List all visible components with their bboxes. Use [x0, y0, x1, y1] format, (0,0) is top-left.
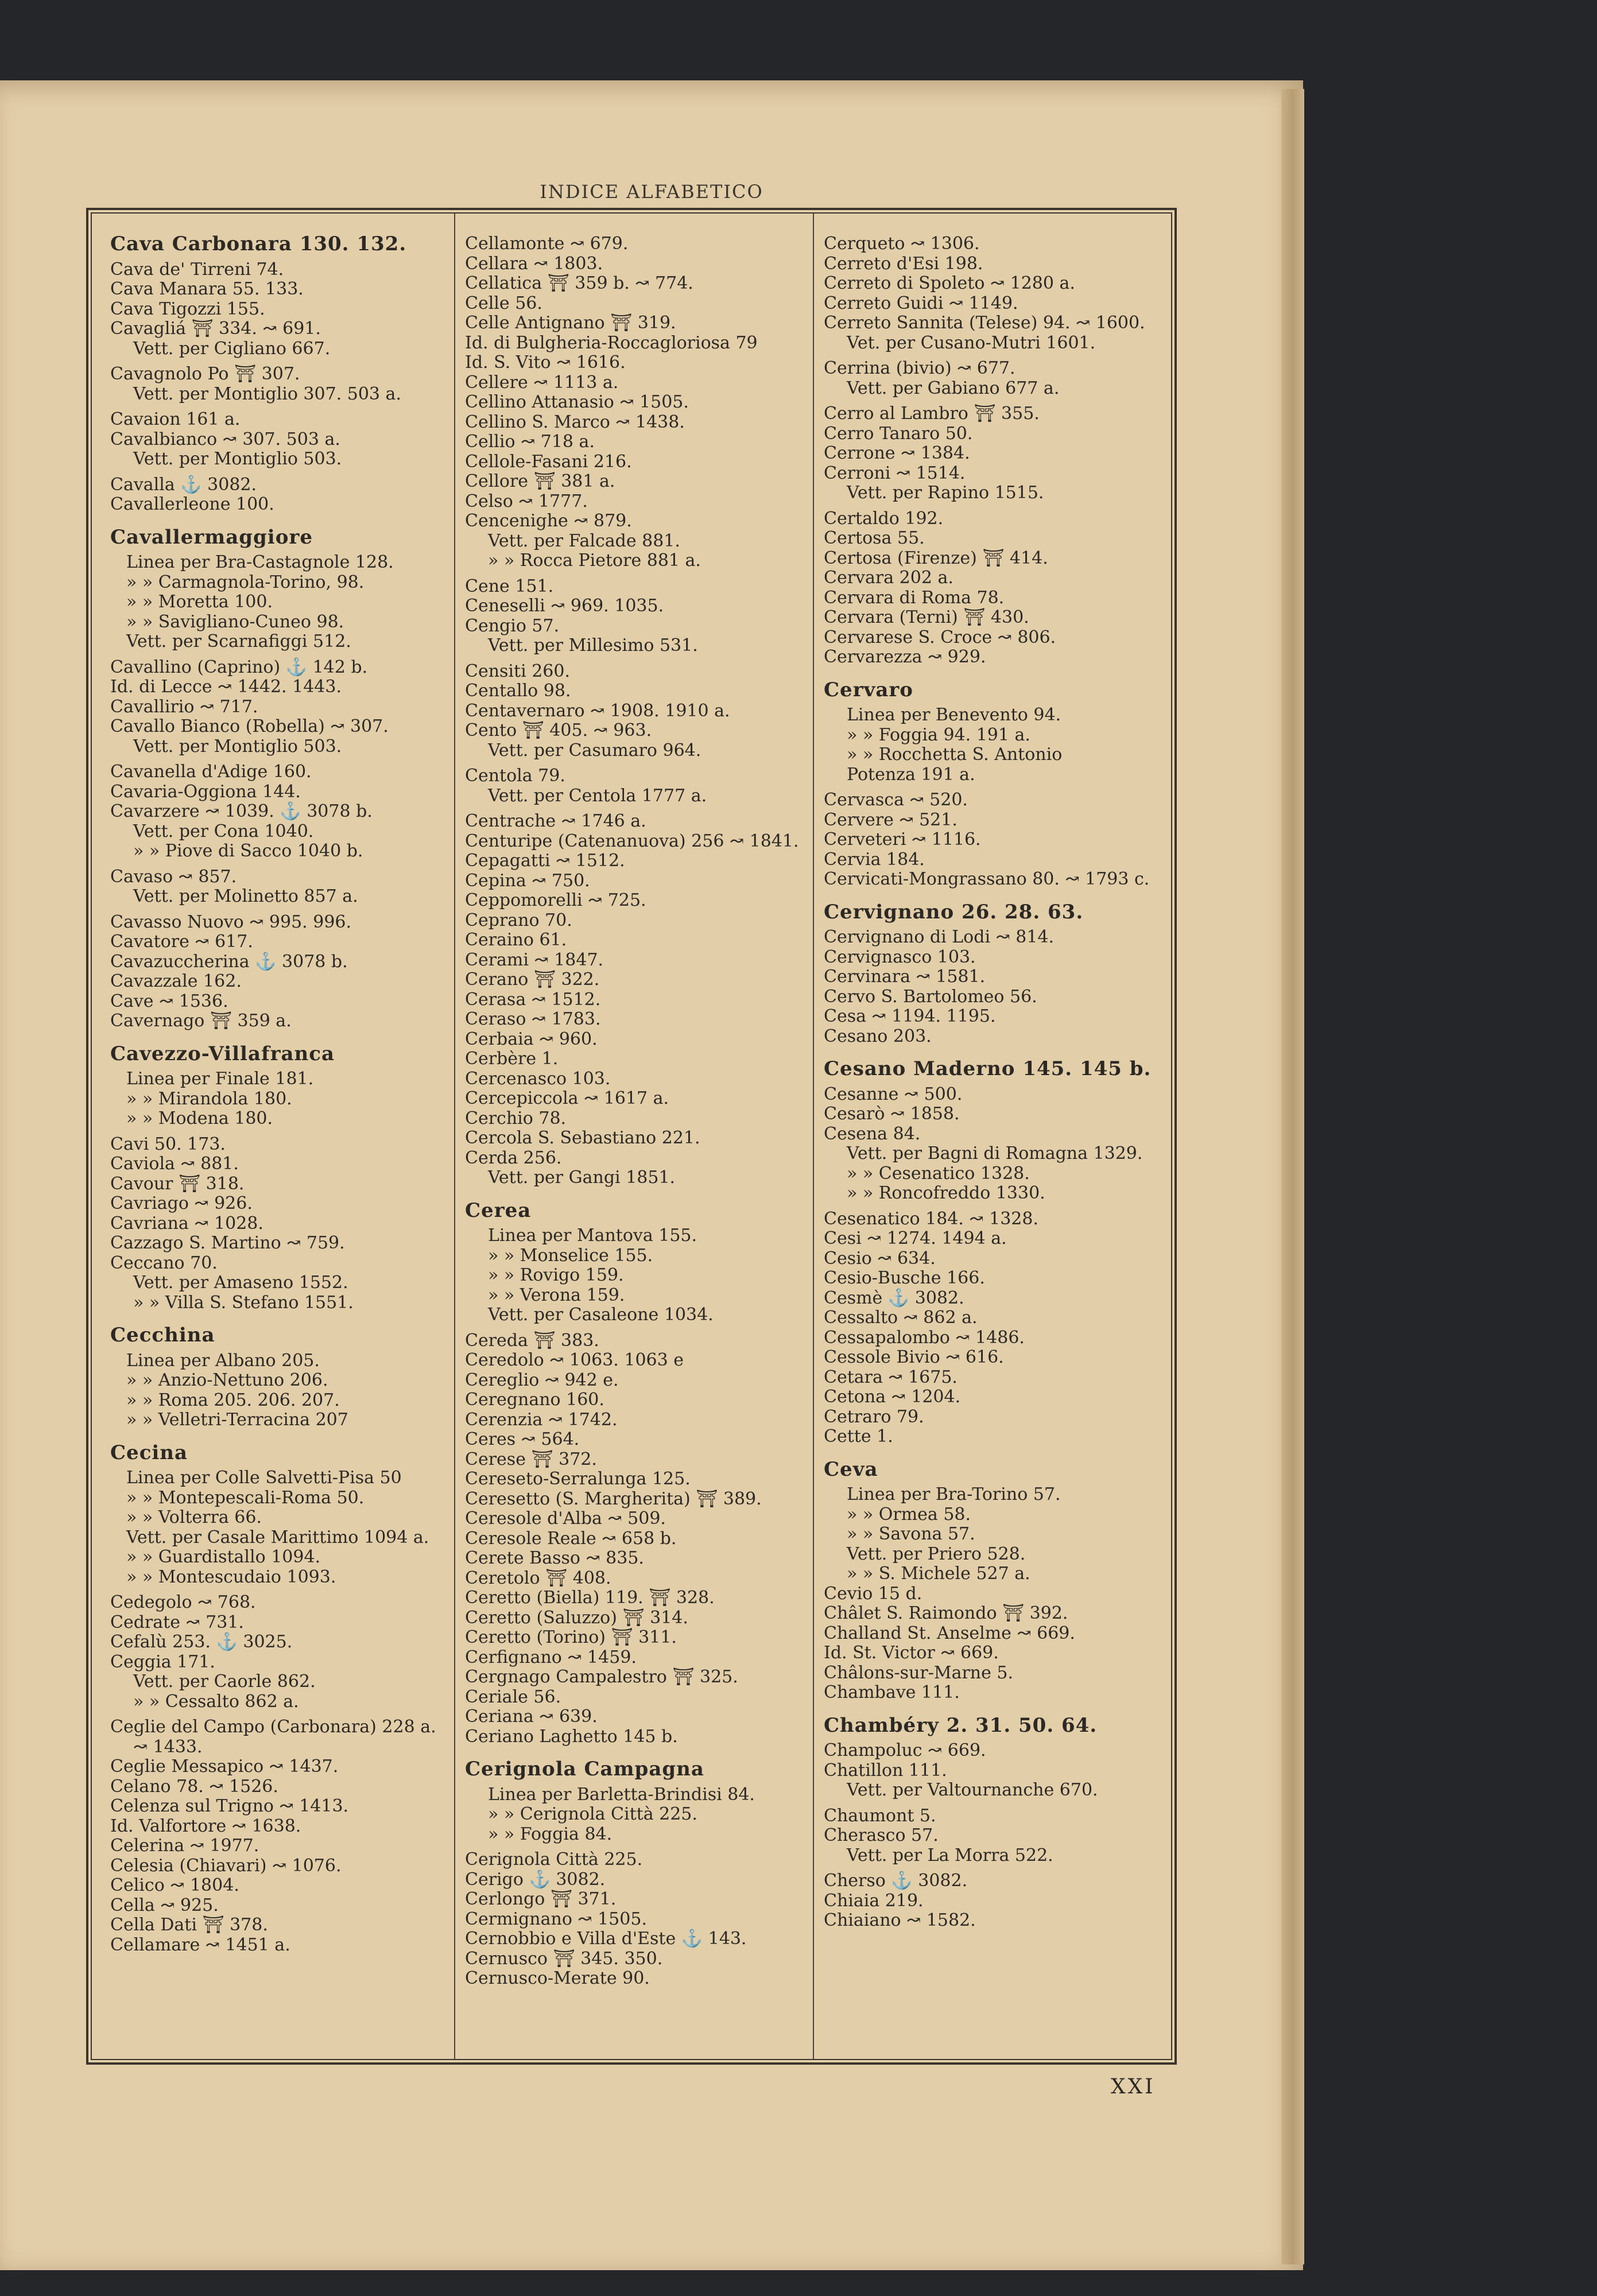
index-entry: Cellere ↝ 1113 a.: [465, 372, 619, 393]
entry-spacer: [465, 571, 809, 577]
index-subentry: Potenza 191 a.: [847, 764, 975, 785]
index-entry: Cerreto Guidi ↝ 1149.: [824, 293, 1018, 313]
index-entry: Cavanella d'Adige 160.: [110, 762, 312, 782]
index-entry: Champoluc ↝ 669.: [824, 1740, 986, 1760]
index-entry: Ceredolo ↝ 1063. 1063 e: [465, 1350, 684, 1370]
section-heading: Cecchina: [110, 1324, 215, 1347]
index-entry: Certosa 55.: [824, 528, 925, 548]
index-entry: Caviola ↝ 881.: [110, 1154, 239, 1174]
section-heading: Cava Carbonara 130. 132.: [110, 232, 407, 255]
index-entry: Châlet S. Raimondo ⛩ 392.: [824, 1603, 1068, 1623]
index-entry: Cesanne ↝ 500.: [824, 1084, 963, 1104]
index-entry: Ceggia 171.: [110, 1651, 215, 1672]
index-subentry: » » Velletri-Terracina 207: [126, 1410, 348, 1430]
index-entry: Ceppomorelli ↝ 725.: [465, 890, 646, 910]
index-subentry: » » Roma 205. 206. 207.: [126, 1390, 340, 1410]
index-subentry: » » Rovigo 159.: [488, 1265, 624, 1285]
index-subentry: » » Savigliano-Cuneo 98.: [126, 611, 344, 632]
index-entry: Cencenighe ↝ 879.: [465, 511, 632, 531]
index-entry: Cavalla ⚓ 3082.: [110, 474, 257, 495]
index-entry: Cesena 84.: [824, 1123, 921, 1144]
index-subentry: Vett. per Priero 528.: [847, 1543, 1026, 1564]
section-heading: Cesano Maderno 145. 145 b.: [824, 1057, 1152, 1080]
index-entry: Cerbaia ↝ 960.: [465, 1029, 598, 1049]
index-entry: Cercepiccola ↝ 1617 a.: [465, 1088, 669, 1108]
index-entry: Challand St. Anselme ↝ 669.: [824, 1623, 1075, 1643]
index-entry: Celle Antignano ⛩ 319.: [465, 313, 676, 333]
index-entry: Cerami ↝ 1847.: [465, 949, 604, 970]
index-entry: Cave ↝ 1536.: [110, 991, 228, 1011]
index-subentry: » » Moretta 100.: [126, 592, 273, 612]
index-entry: Cesenatico 184. ↝ 1328.: [824, 1208, 1039, 1229]
section-heading: Ceva: [824, 1457, 878, 1481]
index-entry: Cette 1.: [824, 1426, 893, 1446]
index-entry: Cava Manara 55. 133.: [110, 279, 304, 299]
index-entry: Centola 79.: [465, 766, 565, 786]
index-column-2: [465, 234, 809, 1989]
index-subentry: Vett. per Centola 1777 a.: [488, 785, 707, 806]
index-entry: Cerreto Sannita (Telese) 94. ↝ 1600.: [824, 313, 1145, 333]
index-entry: Ceraino 61.: [465, 930, 567, 950]
index-entry: Cernusco ⛩ 345. 350.: [465, 1948, 663, 1969]
index-entry: Cerigo ⚓ 3082.: [465, 1869, 606, 1890]
index-entry: Cevio 15 d.: [824, 1583, 922, 1604]
index-entry: Cavasso Nuovo ↝ 995. 996.: [110, 912, 352, 932]
index-entry: Cervara di Roma 78.: [824, 587, 1005, 608]
index-subentry: Vett. per Montiglio 307. 503 a.: [133, 383, 401, 404]
index-entry: Chambave 111.: [824, 1682, 960, 1702]
index-subentry: Linea per Colle Salvetti-Pisa 50: [126, 1468, 402, 1488]
index-entry: Cerro Tanaro 50.: [824, 423, 973, 444]
index-entry: Celenza sul Trigno ↝ 1413.: [110, 1796, 349, 1816]
index-entry: Cervara 202 a.: [824, 568, 953, 588]
index-entry: Ceccano 70.: [110, 1252, 218, 1273]
index-entry: Celesia (Chiavari) ↝ 1076.: [110, 1855, 342, 1876]
index-entry: Certaldo 192.: [824, 508, 944, 529]
index-subentry: Vett. per Casale Marittimo 1094 a.: [126, 1527, 429, 1548]
index-subentry: Vett. per Cigliano 667.: [133, 338, 331, 359]
index-entry: Cerrone ↝ 1384.: [824, 443, 970, 463]
index-entry: Ceresetto (S. Margherita) ⛩ 389.: [465, 1488, 762, 1509]
index-entry: Ceglie del Campo (Carbonara) 228 a.: [110, 1717, 436, 1737]
index-entry: Cerchio 78.: [465, 1108, 567, 1128]
index-subentry: » » S. Michele 527 a.: [847, 1564, 1030, 1584]
index-entry: Celerina ↝ 1977.: [110, 1836, 259, 1856]
index-entry: Cereglio ↝ 942 e.: [465, 1370, 619, 1390]
index-entry: Cellino Attanasio ↝ 1505.: [465, 392, 689, 412]
index-subentry: Vett. per Amaseno 1552.: [133, 1273, 348, 1293]
entry-spacer: [110, 652, 443, 658]
index-entry: Cavazzale 162.: [110, 971, 242, 991]
index-entry: Cavaso ↝ 857.: [110, 866, 237, 887]
index-entry: Cellole-Fasani 216.: [465, 451, 632, 472]
index-entry: Cedegolo ↝ 768.: [110, 1592, 256, 1612]
index-entry: Cesarò ↝ 1858.: [824, 1104, 960, 1124]
index-entry: Cereda ⛩ 383.: [465, 1330, 599, 1351]
index-entry: Celle 56.: [465, 293, 542, 313]
index-entry: Ceresole Reale ↝ 658 b.: [465, 1528, 677, 1549]
index-entry: Cerda 256.: [465, 1147, 562, 1168]
index-entry: Cesio ↝ 634.: [824, 1248, 936, 1269]
index-entry: Centallo 98.: [465, 681, 571, 701]
index-entry: Id. di Lecce ↝ 1442. 1443.: [110, 677, 342, 697]
section-heading: Cecina: [110, 1441, 188, 1464]
section-heading: Cavezzo-Villafranca: [110, 1042, 335, 1065]
index-entry: Cerenzia ↝ 1742.: [465, 1409, 618, 1430]
index-entry: Cavatore ↝ 617.: [110, 932, 253, 952]
index-entry: Cellamonte ↝ 679.: [465, 234, 629, 254]
index-entry: Cavarzere ↝ 1039. ⚓ 3078 b.: [110, 801, 373, 821]
index-entry: Cermignano ↝ 1505.: [465, 1909, 647, 1929]
index-entry: Ceresole d'Alba ↝ 509.: [465, 1508, 666, 1529]
index-subentry: » » Anzio-Nettuno 206.: [126, 1370, 328, 1390]
index-entry: Cherso ⚓ 3082.: [824, 1871, 968, 1891]
index-entry: Cavagliá ⛩ 334. ↝ 691.: [110, 319, 321, 339]
index-entry: Cervo S. Bartolomeo 56.: [824, 986, 1037, 1007]
index-entry: Cesano 203.: [824, 1026, 932, 1046]
index-entry: Cavallerleone 100.: [110, 494, 274, 514]
index-subentry: Vett. per Montiglio 503.: [133, 736, 342, 757]
index-entry: Cepina ↝ 750.: [465, 870, 590, 891]
index-subentry: Vett. per Caorle 862.: [133, 1671, 316, 1692]
entry-spacer: [824, 503, 1165, 509]
index-entry: Cervinara ↝ 1581.: [824, 967, 986, 987]
index-entry: Id. S. Vito ↝ 1616.: [465, 352, 626, 373]
index-column-1: [110, 234, 443, 1955]
page-edge: [1281, 89, 1304, 2264]
index-entry: Cavriana ↝ 1028.: [110, 1213, 263, 1234]
index-entry: Cervarese S. Croce ↝ 806.: [824, 627, 1056, 647]
index-entry: Cercola S. Sebastiano 221.: [465, 1128, 700, 1148]
index-subentry: » » Cesenatico 1328.: [847, 1163, 1030, 1184]
index-subentry: » » Montepescali-Roma 50.: [126, 1487, 365, 1508]
index-entry: Cetara ↝ 1675.: [824, 1367, 958, 1387]
index-entry: Ceregnano 160.: [465, 1390, 604, 1410]
index-entry: Cesi ↝ 1274. 1494 a.: [824, 1228, 1007, 1248]
entry-spacer: [110, 862, 443, 867]
index-entry: Cessole Bivio ↝ 616.: [824, 1347, 1004, 1367]
index-entry: Cavalbianco ↝ 307. 503 a.: [110, 429, 340, 449]
section-heading: Cerea: [465, 1199, 532, 1222]
index-entry: Certosa (Firenze) ⛩ 414.: [824, 548, 1048, 568]
entry-spacer: [824, 1801, 1165, 1806]
column-rule-2: [813, 214, 814, 2059]
index-entry: Cavazuccherina ⚓ 3078 b.: [110, 951, 348, 972]
index-entry: Cerroni ↝ 1514.: [824, 463, 966, 483]
index-entry: Cervignasco 103.: [824, 947, 976, 967]
index-entry: Cesmè ⚓ 3082.: [824, 1287, 964, 1308]
index-subentry: Linea per Albano 205.: [126, 1350, 320, 1371]
index-subentry: Vett. per Gabiano 677 a.: [847, 378, 1060, 398]
index-entry: Cellatica ⛩ 359 b. ↝ 774.: [465, 273, 693, 293]
index-entry: Ceriana ↝ 639.: [465, 1707, 598, 1727]
entry-spacer: [110, 470, 443, 475]
index-entry: Cervicati-Mongrassano 80. ↝ 1793 c.: [824, 869, 1150, 889]
index-subentry: » » Rocca Pietore 881 a.: [488, 550, 701, 571]
index-subentry: Linea per Barletta-Brindisi 84.: [488, 1784, 755, 1805]
index-entry: Cerreto di Spoleto ↝ 1280 a.: [824, 273, 1075, 293]
section-heading: Chambéry 2. 31. 50. 64.: [824, 1713, 1098, 1737]
index-entry: Cavallo Bianco (Robella) ↝ 307.: [110, 716, 389, 736]
index-entry: Cavaria-Oggiona 144.: [110, 781, 301, 802]
index-entry: Cernobbio e Villa d'Este ⚓ 143.: [465, 1929, 747, 1949]
index-subentry: » » Roncofreddo 1330.: [847, 1183, 1045, 1203]
index-entry: Cava Tigozzi 155.: [110, 298, 265, 319]
index-subentry: Vett. per Valtournanche 670.: [847, 1780, 1098, 1800]
index-entry: Châlons-sur-Marne 5.: [824, 1662, 1014, 1683]
index-entry: Celso ↝ 1777.: [465, 491, 588, 511]
index-entry: Centrache ↝ 1746 a.: [465, 811, 646, 831]
index-entry: Cellamare ↝ 1451 a.: [110, 1934, 290, 1955]
index-subentry: Linea per Finale 181.: [126, 1069, 314, 1089]
index-entry: Cavriago ↝ 926.: [110, 1193, 253, 1213]
index-entry: Id. St. Victor ↝ 669.: [824, 1643, 999, 1663]
index-subentry: » » Carmagnola-Torino, 98.: [126, 572, 365, 592]
index-entry: Ceretto (Biella) 119. ⛩ 328.: [465, 1588, 715, 1608]
index-entry: Cavour ⛩ 318.: [110, 1173, 245, 1194]
index-subentry: » » Piove di Sacco 1040 b.: [133, 841, 363, 861]
section-heading: Cervignano 26. 28. 63.: [824, 900, 1084, 924]
index-subentry: Vett. per Casaleone 1034.: [488, 1305, 714, 1325]
index-entry: Cazzago S. Martino ↝ 759.: [110, 1233, 345, 1253]
index-entry: Celano 78. ↝ 1526.: [110, 1776, 278, 1797]
index-entry: Cervasca ↝ 520.: [824, 790, 968, 810]
index-entry: Cervere ↝ 521.: [824, 809, 958, 830]
index-entry: Cellio ↝ 718 a.: [465, 432, 595, 452]
entry-spacer: [465, 656, 809, 662]
index-subentry: » » Rocchetta S. Antonio: [847, 744, 1063, 765]
index-entry: Cervarezza ↝ 929.: [824, 647, 986, 667]
index-subentry: Vett. per Falcade 881.: [488, 530, 680, 551]
index-entry: Cerro al Lambro ⛩ 355.: [824, 404, 1040, 424]
index-entry: Cerese ⛩ 372.: [465, 1449, 597, 1469]
index-subentry: Linea per Mantova 155.: [488, 1225, 697, 1246]
index-entry: Cerqueto ↝ 1306.: [824, 234, 980, 254]
index-entry: Centavernaro ↝ 1908. 1910 a.: [465, 700, 730, 721]
index-entry: Cessalto ↝ 862 a.: [824, 1308, 978, 1328]
index-entry: Cerbère 1.: [465, 1049, 559, 1069]
index-subentry: » » Montescudaio 1093.: [126, 1566, 336, 1587]
index-entry: Cene 151.: [465, 576, 554, 596]
index-entry: Cefalù 253. ⚓ 3025.: [110, 1632, 293, 1652]
section-heading: Cavallermaggiore: [110, 525, 313, 549]
index-entry: Ceriano Laghetto 145 b.: [465, 1726, 678, 1747]
index-subentry: Vett. per Casumaro 964.: [488, 740, 701, 761]
index-entry: Cerlongo ⛩ 371.: [465, 1889, 617, 1909]
index-entry: Chiaiano ↝ 1582.: [824, 1910, 976, 1930]
index-subentry: » » Ormea 58.: [847, 1504, 971, 1525]
page-number: XXI: [1111, 2075, 1156, 2099]
index-entry: Ceriale 56.: [465, 1686, 561, 1707]
index-subentry: Vett. per Bagni di Romagna 1329.: [847, 1143, 1143, 1163]
index-entry: Celico ↝ 1804.: [110, 1875, 239, 1895]
index-subentry: Vett. per Rapino 1515.: [847, 483, 1044, 503]
index-subentry: » » Monselice 155.: [488, 1245, 653, 1266]
index-entry: Cavagnolo Po ⛩ 307.: [110, 364, 300, 384]
index-entry: Cernusco-Merate 90.: [465, 1968, 650, 1988]
index-entry: Cesio-Busche 166.: [824, 1268, 985, 1288]
index-entry: Ceretto (Torino) ⛩ 311.: [465, 1627, 677, 1647]
index-entry: Cellara ↝ 1803.: [465, 253, 603, 274]
section-heading: Cerignola Campagna: [465, 1758, 704, 1781]
index-entry: Cervia 184.: [824, 849, 925, 870]
index-entry: Cerreto d'Esi 198.: [824, 253, 983, 274]
index-entry: Cetona ↝ 1204.: [824, 1387, 961, 1407]
index-entry: Cerete Basso ↝ 835.: [465, 1548, 644, 1568]
index-entry: Cengio 57.: [465, 615, 560, 636]
index-entry: Cella Dati ⛩ 378.: [110, 1915, 268, 1935]
index-entry: Cervignano di Lodi ↝ 814.: [824, 927, 1055, 947]
index-entry: Cherasco 57.: [824, 1825, 939, 1845]
index-entry: Cetraro 79.: [824, 1406, 924, 1427]
index-subentry: Linea per Benevento 94.: [847, 705, 1061, 725]
index-entry: Cava de' Tirreni 74.: [110, 259, 284, 280]
index-subentry: Vett. per Cona 1040.: [133, 821, 314, 841]
entry-spacer: [110, 1129, 443, 1135]
index-entry: Cercenasco 103.: [465, 1068, 611, 1089]
index-entry: Id. Valfortore ↝ 1638.: [110, 1816, 301, 1836]
index-entry: Cellino S. Marco ↝ 1438.: [465, 412, 685, 432]
index-entry: Cento ⛩ 405. ↝ 963.: [465, 720, 652, 740]
section-heading: Cervaro: [824, 678, 913, 701]
index-subentry: Vett. per Molinetto 857 a.: [133, 886, 358, 906]
index-subentry: ↝ 1433.: [133, 1736, 203, 1757]
index-entry: Cepagatti ↝ 1512.: [465, 851, 625, 871]
column-rule-1: [454, 214, 455, 2059]
entry-spacer: [824, 1204, 1165, 1209]
index-entry: Cerfignano ↝ 1459.: [465, 1647, 637, 1667]
index-subentry: Vett. per La Morra 522.: [847, 1845, 1053, 1865]
index-entry: Cerrina (bivio) ↝ 677.: [824, 358, 1015, 378]
index-entry: Ceglie Messapico ↝ 1437.: [110, 1756, 339, 1777]
index-subentry: » » Modena 180.: [126, 1108, 273, 1128]
index-entry: Cesa ↝ 1194. 1195.: [824, 1006, 996, 1026]
index-subentry: » » Guardistallo 1094.: [126, 1547, 321, 1567]
index-subentry: » » Savona 57.: [847, 1524, 975, 1544]
index-column-3: [824, 234, 1165, 1931]
index-entry: Chiaia 219.: [824, 1890, 924, 1911]
index-entry: Cavaion 161 a.: [110, 409, 241, 429]
index-entry: Cerignola Città 225.: [465, 1849, 643, 1870]
page-header: INDICE ALFABETICO: [540, 181, 763, 203]
index-entry: Cavi 50. 173.: [110, 1134, 226, 1154]
index-entry: Cessapalombo ↝ 1486.: [824, 1327, 1025, 1348]
index-entry: Cavallino (Caprino) ⚓ 142 b.: [110, 657, 368, 677]
index-subentry: Vet. per Cusano-Mutri 1601.: [847, 332, 1096, 353]
index-entry: Censiti 260.: [465, 661, 571, 681]
index-subentry: Vett. per Millesimo 531.: [488, 635, 698, 656]
index-subentry: » » Cessalto 862 a.: [133, 1691, 299, 1712]
index-entry: Ceraso ↝ 1783.: [465, 1009, 601, 1029]
entry-spacer: [110, 907, 443, 913]
index-subentry: » » Villa S. Stefano 1551.: [133, 1292, 354, 1313]
index-entry: Chaumont 5.: [824, 1805, 936, 1826]
index-entry: Cella ↝ 925.: [110, 1895, 219, 1915]
index-entry: Cerano ⛩ 322.: [465, 969, 600, 990]
index-subentry: Vett. per Montiglio 503.: [133, 449, 342, 469]
index-entry: Cereseto-Serralunga 125.: [465, 1469, 691, 1489]
entry-spacer: [465, 1325, 809, 1331]
index-entry: Cerveteri ↝ 1116.: [824, 829, 981, 850]
index-entry: Ceneselli ↝ 969. 1035.: [465, 596, 664, 616]
index-subentry: Vett. per Scarnafiggi 512.: [126, 631, 351, 651]
index-entry: Cervara (Terni) ⛩ 430.: [824, 607, 1029, 627]
index-subentry: » » Cerignola Città 225.: [488, 1804, 697, 1824]
index-entry: Ceretolo ⛩ 408.: [465, 1568, 611, 1588]
index-subentry: Linea per Bra-Castagnole 128.: [126, 552, 394, 572]
index-entry: Id. di Bulgheria-Roccagloriosa 79: [465, 332, 758, 353]
index-entry: Chatillon 111.: [824, 1760, 947, 1781]
index-entry: Ceprano 70.: [465, 910, 572, 930]
index-entry: Ceretto (Saluzzo) ⛩ 314.: [465, 1607, 688, 1628]
index-entry: Cavallirio ↝ 717.: [110, 696, 258, 717]
index-entry: Ceres ↝ 564.: [465, 1429, 580, 1449]
index-entry: Cergnago Campalestro ⛩ 325.: [465, 1667, 738, 1687]
index-subentry: Linea per Bra-Torino 57.: [847, 1484, 1061, 1504]
index-entry: Cerasa ↝ 1512.: [465, 989, 601, 1010]
index-entry: Cedrate ↝ 731.: [110, 1612, 244, 1632]
index-subentry: » » Foggia 84.: [488, 1824, 613, 1844]
index-subentry: » » Foggia 94. 191 a.: [847, 724, 1030, 745]
index-entry: Cavernago ⛩ 359 a.: [110, 1011, 292, 1031]
index-subentry: » » Verona 159.: [488, 1285, 625, 1305]
index-entry: Cellore ⛩ 381 a.: [465, 471, 615, 491]
index-subentry: » » Mirandola 180.: [126, 1088, 292, 1109]
index-entry: Centuripe (Catenanuova) 256 ↝ 1841.: [465, 831, 799, 851]
index-subentry: Vett. per Gangi 1851.: [488, 1168, 676, 1188]
index-subentry: » » Volterra 66.: [126, 1507, 262, 1527]
